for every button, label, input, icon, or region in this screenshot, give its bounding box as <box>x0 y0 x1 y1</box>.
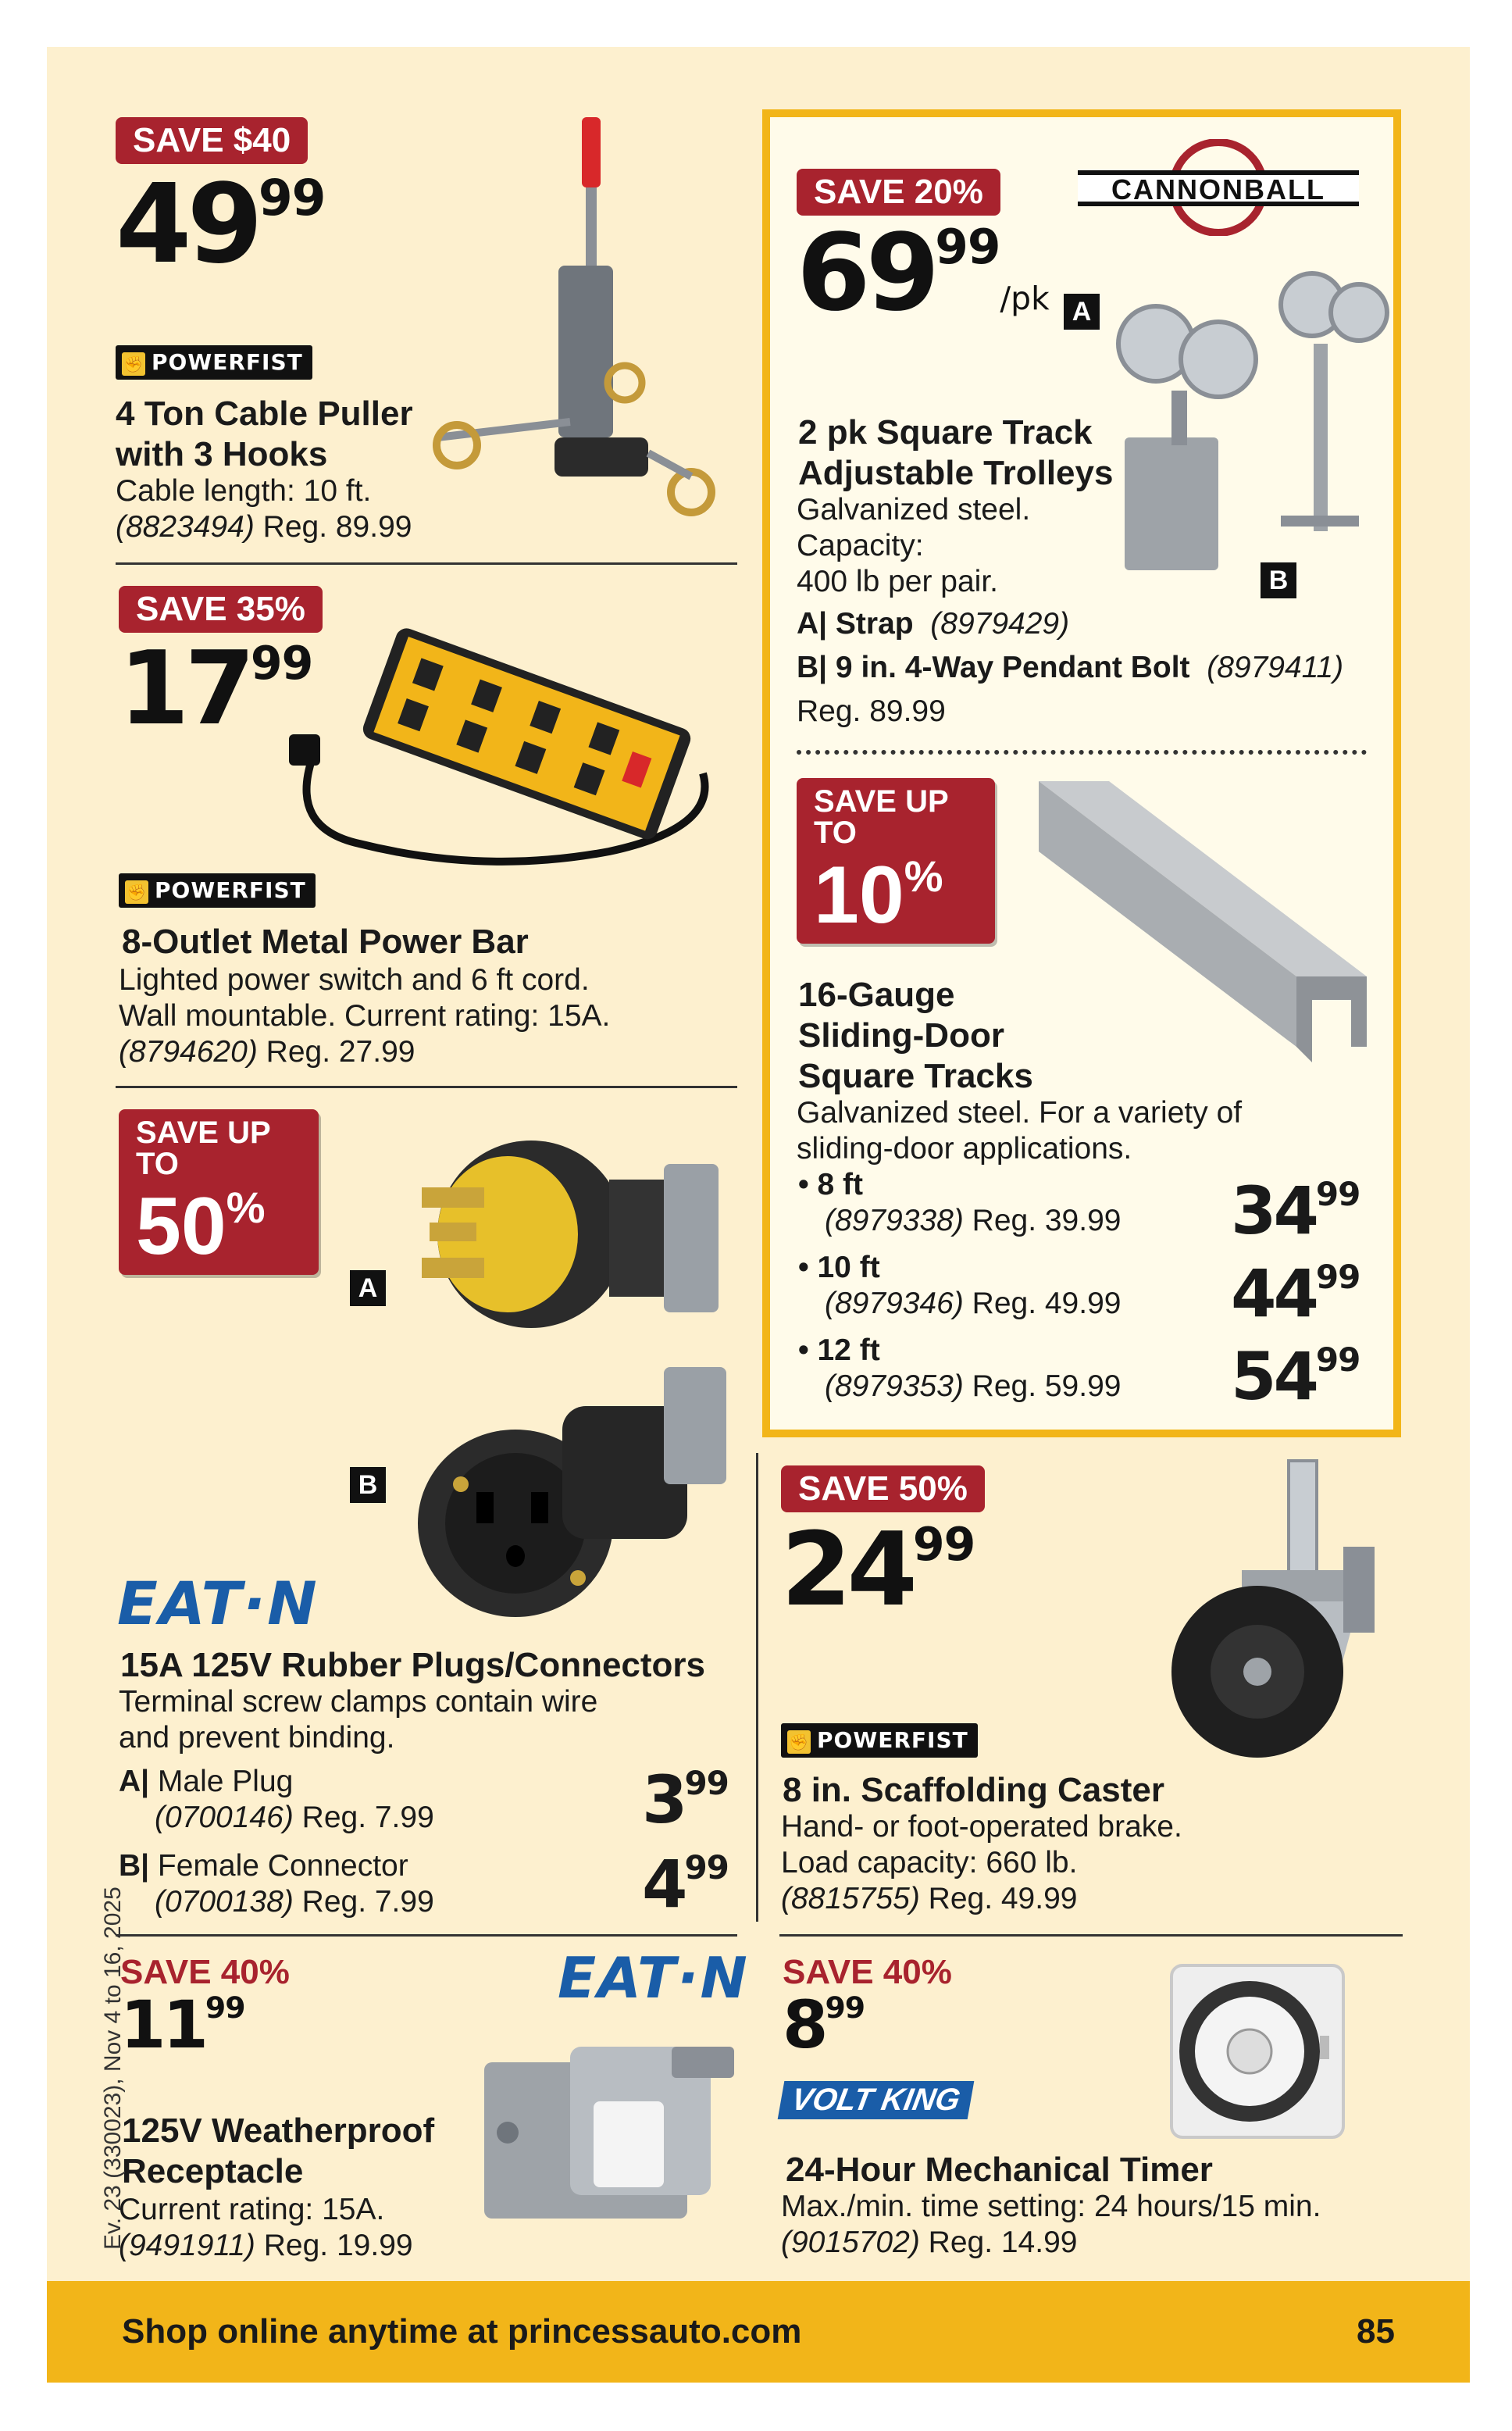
price-cents: 99 <box>205 1990 245 2026</box>
reg-price: Reg. 7.99 <box>301 1885 434 1919</box>
reg-price: Reg. 49.99 <box>972 1287 1122 1320</box>
track-option-8ft <box>798 1167 1121 1239</box>
price-dollars: 54 <box>1231 1338 1316 1415</box>
desc-line: Current rating: 15A. <box>119 2193 385 2226</box>
price-unit: /pk <box>1000 280 1050 317</box>
desc-line: Lighted power switch and 6 ft cord. <box>119 963 590 997</box>
variant-tag: B| <box>119 1849 150 1883</box>
price-cents: 99 <box>935 219 1000 275</box>
volt-king-logo: VOLT KING <box>778 2081 974 2119</box>
price-cents: 99 <box>825 1990 865 2026</box>
column-divider <box>756 1453 758 1922</box>
price <box>116 161 326 288</box>
price <box>120 1987 245 2063</box>
price <box>781 1510 975 1629</box>
title-line: Sliding-Door <box>798 1016 1004 1055</box>
save-badge: SAVE 35% <box>119 586 323 633</box>
female-connector-image <box>406 1351 750 1617</box>
product-description <box>797 1095 1242 1167</box>
scaffolding-caster-image <box>1156 1453 1414 1765</box>
sku-line <box>798 1203 1121 1239</box>
price-cents: 99 <box>684 1848 729 1887</box>
weatherproof-receptacle-image <box>476 2031 742 2226</box>
sku-line <box>798 1369 1121 1405</box>
divider <box>116 1934 737 1937</box>
track-option-12ft <box>798 1333 1121 1405</box>
label-a: A <box>1064 294 1100 330</box>
variant-name: Strap <box>835 607 914 641</box>
desc-line: Wall mountable. Current rating: 15A. <box>119 999 611 1033</box>
product-title <box>798 975 1033 1097</box>
footer-bar <box>47 2281 1470 2383</box>
variant-a <box>119 1764 728 1836</box>
sku-line <box>119 1034 610 1070</box>
sku: (8979411) <box>1207 651 1344 684</box>
fist-icon: ✊ <box>122 352 145 376</box>
page-number: 85 <box>1357 2312 1395 2351</box>
track-size: • 10 ft <box>798 1251 880 1284</box>
sku: (0700146) <box>155 1801 294 1834</box>
sku: (8979338) <box>825 1204 964 1237</box>
price-dollars: 49 <box>116 161 259 288</box>
variant-b <box>797 650 1343 686</box>
variant-a <box>797 606 1069 642</box>
price-dollars: 11 <box>120 1987 205 2063</box>
variant-tag: A| <box>119 1765 150 1798</box>
percent-sign: % <box>226 1183 266 1232</box>
sku: (8823494) <box>116 510 255 544</box>
sku: (8979429) <box>930 607 1070 641</box>
title-line: with 3 Hooks <box>116 435 328 473</box>
divider <box>116 562 737 565</box>
divider <box>116 1086 737 1088</box>
shop-online-link[interactable]: Shop online anytime at princessauto.com <box>122 2312 802 2351</box>
product-description <box>781 2189 1321 2261</box>
product-title: 8 in. Scaffolding Caster <box>783 1771 1164 1809</box>
sku-line <box>781 2225 1321 2261</box>
brand-name: POWERFIST <box>152 349 303 375</box>
desc-line: Load capacity: 660 lb. <box>781 1846 1078 1879</box>
price <box>783 1987 865 2063</box>
mechanical-timer-image <box>1164 1958 1351 2145</box>
save-up-to-text: SAVE UP TO <box>814 784 948 850</box>
variant-a-price <box>642 1762 729 1838</box>
product-title: 24-Hour Mechanical Timer <box>786 2151 1213 2189</box>
price-cents: 99 <box>912 1517 975 1571</box>
price <box>797 212 1050 335</box>
reg-price: Reg. 89.99 <box>797 694 946 728</box>
price-dollars: 44 <box>1231 1255 1316 1332</box>
variant-tag: A| <box>797 607 828 641</box>
sku-line <box>781 1881 1182 1917</box>
powerfist-logo <box>119 873 316 908</box>
track-price-12ft <box>1231 1338 1360 1415</box>
reg-price: Reg. 49.99 <box>928 1882 1078 1915</box>
price-dollars: 8 <box>783 1987 826 2063</box>
price-cents: 99 <box>258 169 326 227</box>
desc-line: Hand- or foot-operated brake. <box>781 1810 1182 1844</box>
sku-line <box>119 1800 728 1836</box>
variant-name-line <box>119 1764 728 1800</box>
track-size: • 8 ft <box>798 1168 863 1201</box>
price-cents: 99 <box>1315 1175 1360 1213</box>
price-cents: 99 <box>684 1764 729 1802</box>
male-plug-image <box>406 1125 734 1344</box>
desc-line: Max./min. time setting: 24 hours/15 min. <box>781 2190 1321 2223</box>
product-description <box>797 492 1030 600</box>
sku: (8815755) <box>781 1882 920 1915</box>
price-dollars: 4 <box>642 1846 685 1922</box>
label-b: B <box>1261 562 1296 598</box>
save-badge: SAVE 20% <box>797 169 1000 216</box>
product-title: 15A 125V Rubber Plugs/Connectors <box>120 1646 706 1684</box>
title-line: Square Tracks <box>798 1057 1033 1095</box>
save-badge: SAVE $40 <box>116 117 308 164</box>
sku: (8794620) <box>119 1035 258 1069</box>
sku-line <box>119 1884 728 1920</box>
variant-b-price <box>642 1846 729 1922</box>
reg-price: Reg. 59.99 <box>972 1369 1122 1403</box>
sku-line <box>116 509 412 545</box>
product-description <box>781 1809 1182 1917</box>
product-title <box>122 2111 434 2192</box>
product-description <box>119 1684 597 1756</box>
track-size: • 12 ft <box>798 1333 880 1367</box>
desc-line: Cable length: 10 ft. <box>116 474 372 508</box>
label-a: A <box>350 1270 386 1306</box>
square-track-image <box>1015 766 1375 1109</box>
desc-line: Galvanized steel. For a variety of <box>797 1096 1243 1130</box>
price-cents: 99 <box>1315 1340 1360 1379</box>
desc-line: and prevent binding. <box>119 1721 395 1755</box>
save-percent <box>136 1181 301 1272</box>
desc-line: Terminal screw clamps contain wire <box>119 1685 598 1719</box>
fist-icon: ✊ <box>125 880 148 904</box>
title-line: 16-Gauge <box>798 976 955 1014</box>
product-title <box>116 394 413 475</box>
title-line: 125V Weatherproof <box>122 2112 435 2150</box>
variant-b <box>119 1848 728 1920</box>
reg-price: Reg. 39.99 <box>972 1204 1122 1237</box>
reg-price: Reg. 27.99 <box>266 1035 415 1069</box>
trolleys-image <box>1109 258 1390 602</box>
brand-name: CANNONBALL <box>1111 173 1325 205</box>
variant-tag: B| <box>797 651 828 684</box>
variant-name: Male Plug <box>157 1765 294 1798</box>
save-up-to-badge <box>119 1109 319 1275</box>
cannonball-logo <box>1078 139 1359 236</box>
dotted-divider <box>797 750 1367 755</box>
price-dollars: 24 <box>781 1510 913 1629</box>
sku-line <box>119 2228 413 2264</box>
desc-line: Galvanized steel. <box>797 493 1031 527</box>
sku: (9015702) <box>781 2226 920 2259</box>
price-dollars: 3 <box>642 1762 685 1838</box>
track-option-10ft <box>798 1250 1121 1322</box>
power-bar-image <box>281 602 734 898</box>
percent-value: 50 <box>136 1181 226 1272</box>
sku: (8979353) <box>825 1369 964 1403</box>
product-description <box>119 2192 413 2264</box>
variant-name-line <box>119 1848 728 1884</box>
title-line: Receptacle <box>122 2152 304 2190</box>
product-description <box>116 473 412 545</box>
price-dollars: 34 <box>1231 1173 1316 1249</box>
desc-line: Capacity: <box>797 529 924 562</box>
title-line: 2 pk Square Track <box>798 413 1093 452</box>
eaton-logo: EAT·N <box>117 1569 319 1638</box>
fist-icon: ✊ <box>787 1730 811 1754</box>
title-line: Adjustable Trolleys <box>798 454 1114 492</box>
reg-price: Reg. 14.99 <box>928 2226 1078 2259</box>
price-dollars: 17 <box>119 629 251 748</box>
price-dollars: 69 <box>797 212 936 335</box>
sku: (0700138) <box>155 1885 294 1919</box>
label-b: B <box>350 1467 386 1503</box>
percent-sign: % <box>904 851 943 901</box>
reg-price: Reg. 19.99 <box>263 2229 413 2262</box>
powerfist-logo <box>116 345 312 380</box>
price-cents: 99 <box>1315 1258 1360 1296</box>
percent-value: 10 <box>814 850 904 941</box>
save-text: SAVE 40% <box>783 1953 952 1991</box>
save-up-to-text: SAVE UP TO <box>136 1116 270 1181</box>
variant-name: 9 in. 4-Way Pendant Bolt <box>835 651 1190 684</box>
sku-line <box>798 1286 1121 1322</box>
edition-code: Ev. 23 (330023), Nov 4 to 16, 2025 <box>100 1887 126 2250</box>
title-line: 4 Ton Cable Puller <box>116 394 413 433</box>
cable-puller-image <box>422 109 750 531</box>
product-title: 8-Outlet Metal Power Bar <box>122 923 529 961</box>
sku: (8979346) <box>825 1287 964 1320</box>
desc-line: 400 lb per pair. <box>797 565 999 598</box>
track-price-10ft <box>1231 1255 1360 1332</box>
desc-line: sliding-door applications. <box>797 1132 1132 1166</box>
price-cents: 99 <box>250 636 313 690</box>
product-description <box>119 962 610 1070</box>
eaton-logo: EAT·N <box>558 1945 749 2011</box>
product-title <box>798 412 1113 494</box>
divider <box>779 1934 1403 1937</box>
track-price-8ft <box>1231 1173 1360 1249</box>
powerfist-logo <box>781 1723 978 1758</box>
save-up-to-badge <box>797 778 995 944</box>
sku: (9491911) <box>119 2229 255 2262</box>
save-badge: SAVE 50% <box>781 1465 985 1512</box>
brand-name: POWERFIST <box>817 1727 968 1753</box>
variant-name: Female Connector <box>157 1849 408 1883</box>
reg-price: Reg. 7.99 <box>301 1801 434 1834</box>
brand-name: POWERFIST <box>155 877 306 903</box>
save-percent <box>814 850 978 941</box>
save-text: SAVE 40% <box>120 1953 290 1991</box>
reg-price: Reg. 89.99 <box>262 510 412 544</box>
